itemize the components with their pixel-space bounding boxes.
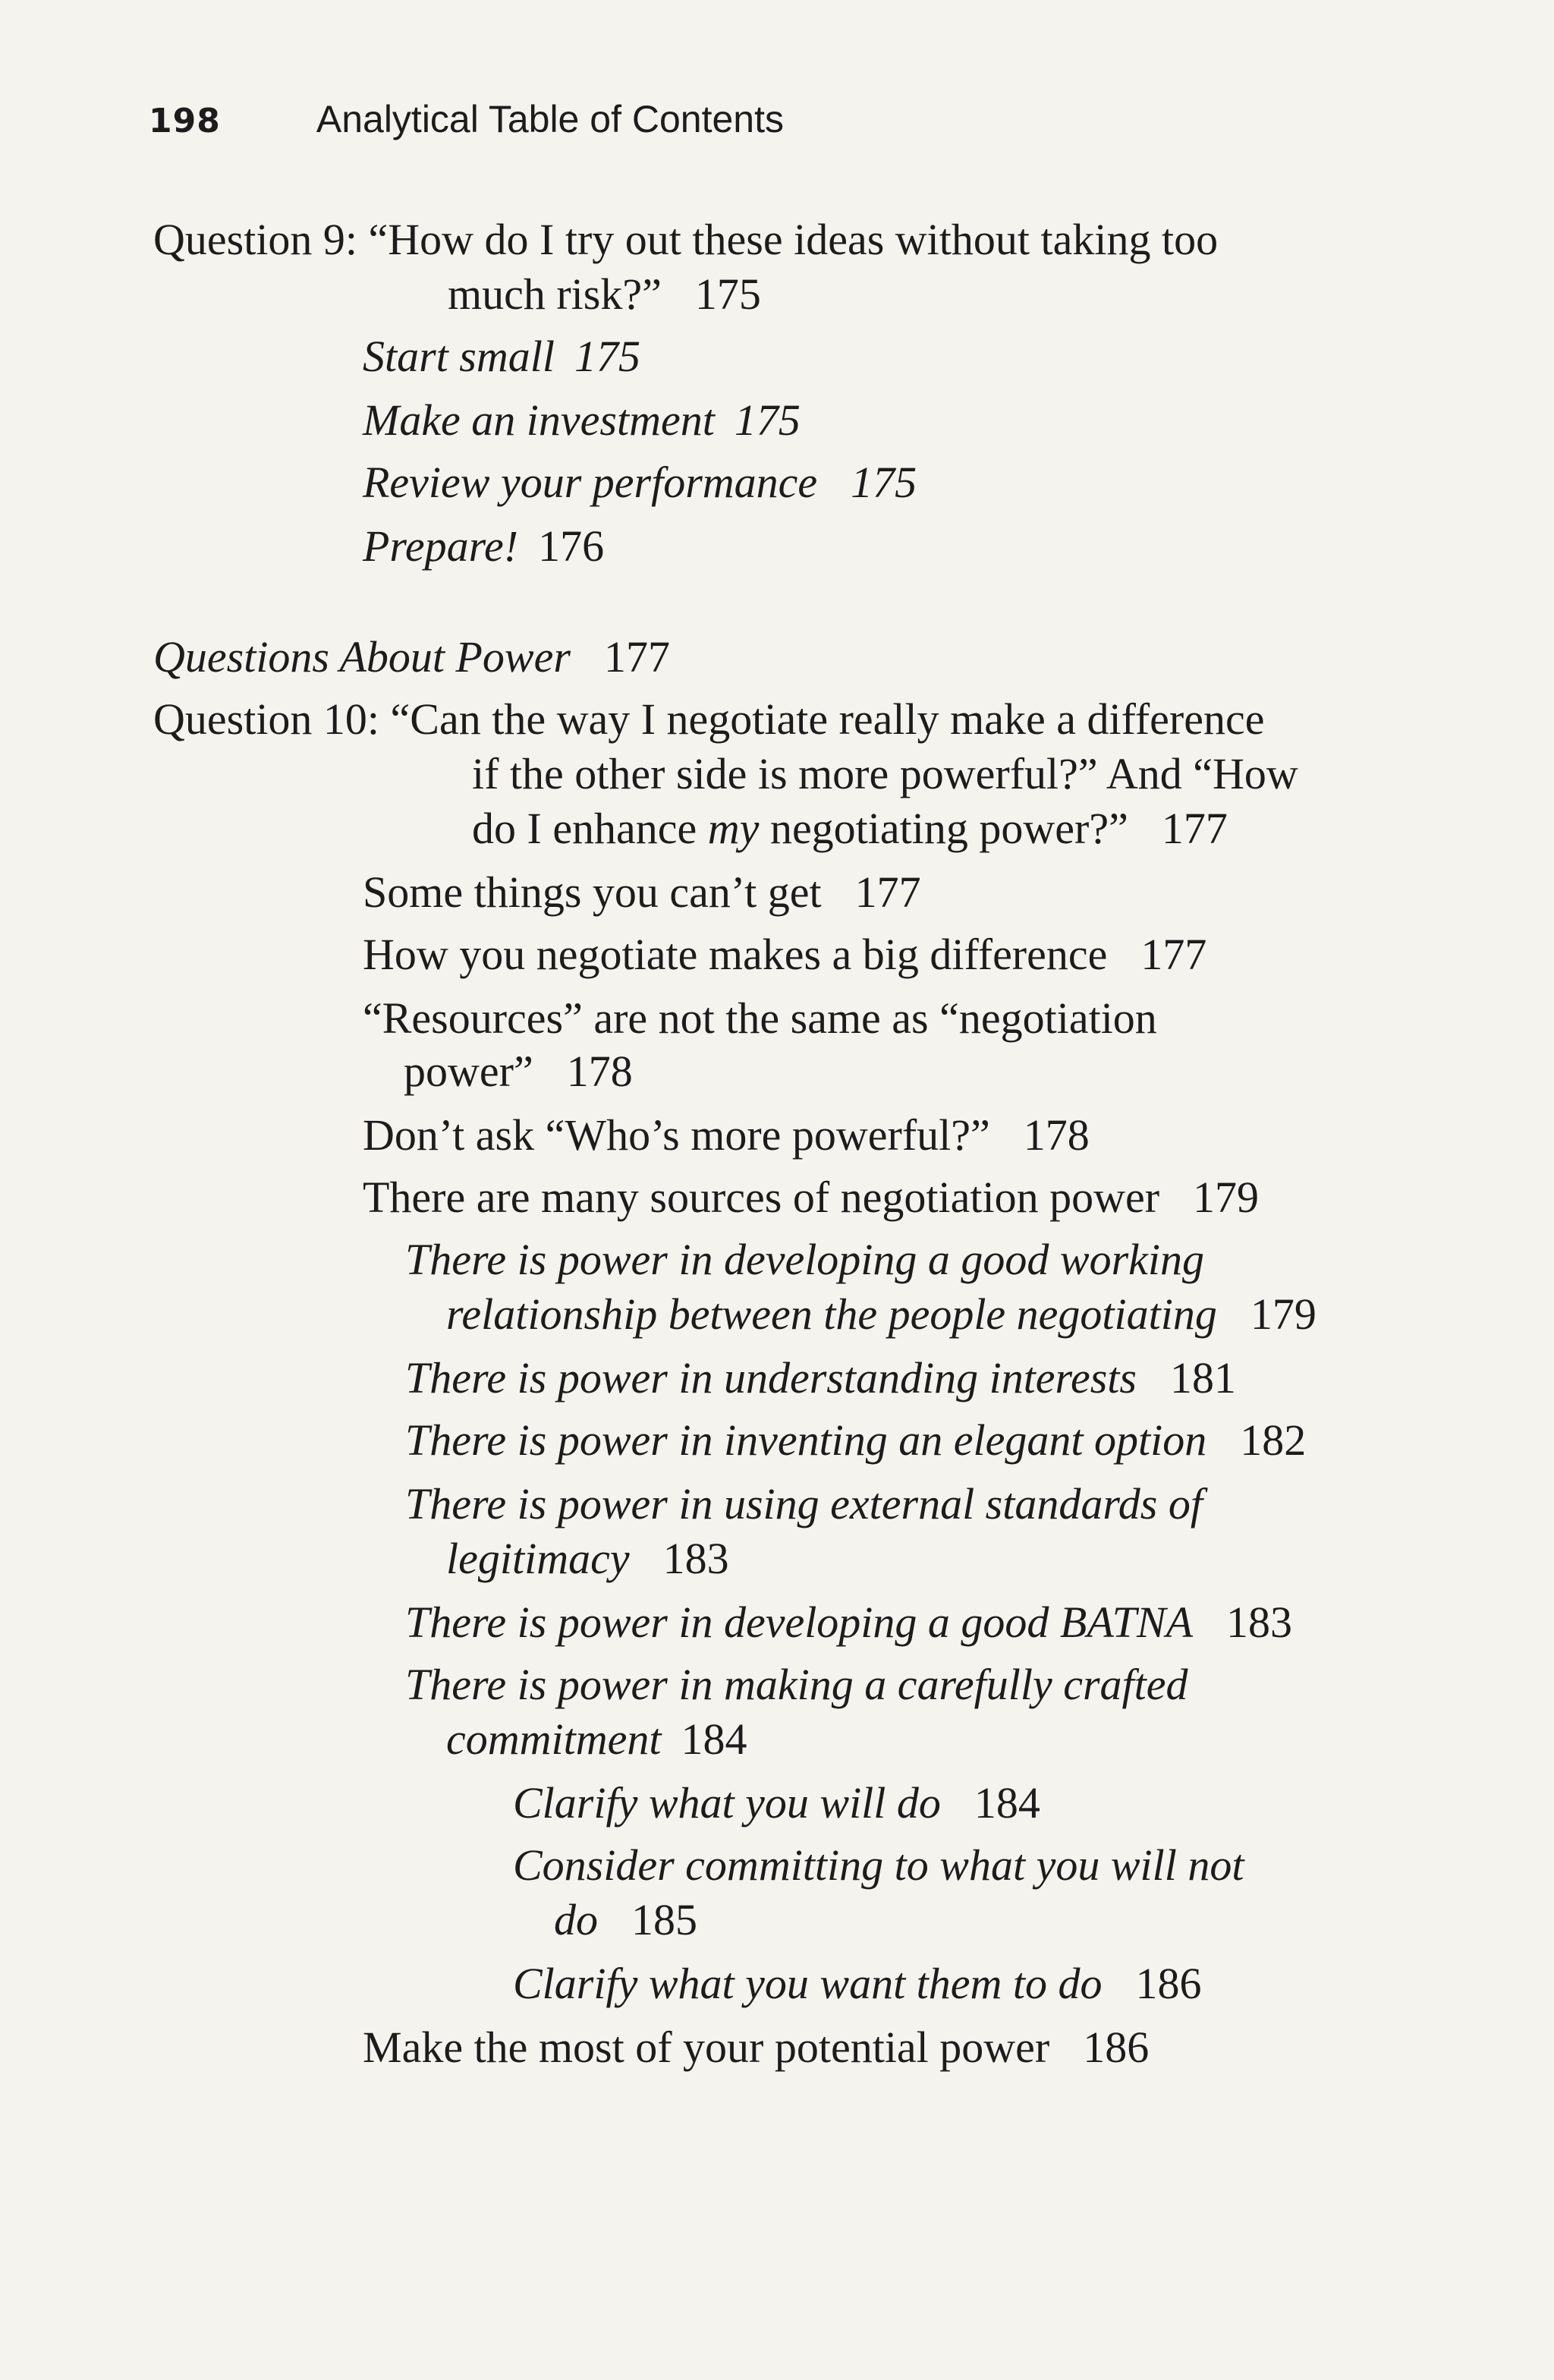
toc-entry-dont-ask	[363, 1108, 1090, 1163]
entry-text: power”	[404, 1047, 533, 1096]
page-ref: 177	[854, 867, 921, 917]
toc-entry-question-10-cont-1	[472, 747, 1298, 801]
toc-entry-many-sources	[363, 1170, 1259, 1225]
page-ref: 182	[1240, 1415, 1307, 1465]
toc-entry-resources	[363, 991, 1157, 1046]
toc-entry-external-standards	[405, 1477, 1203, 1532]
running-head-title: Analytical Table of Contents	[316, 98, 784, 140]
entry-text: Prepare!	[363, 521, 519, 571]
toc-entry-questions-about-power	[153, 630, 670, 685]
section-heading: Questions About Power	[153, 632, 571, 682]
toc-entry-question-10	[153, 692, 1264, 747]
toc-entry-resources-cont	[404, 1044, 633, 1099]
entry-text: Make an investment	[363, 395, 715, 445]
toc-entry-commitment	[405, 1658, 1188, 1712]
page-ref: 175	[851, 458, 917, 507]
entry-text: negotiating power?”	[759, 804, 1128, 853]
page-ref: 184	[681, 1714, 747, 1764]
entry-text: much risk?”	[448, 269, 662, 319]
entry-text: There are many sources of negotiation power	[363, 1173, 1160, 1222]
entry-text: There is power in developing a good BATNA	[405, 1598, 1193, 1647]
page-ref: 185	[631, 1895, 697, 1944]
page-ref: 181	[1169, 1353, 1236, 1402]
toc-entry-external-standards-cont	[446, 1532, 729, 1586]
entry-text: Question 10: “Can the way I negotiate really make a difference	[153, 694, 1265, 744]
entry-text: “Resources” are not the same as “negotiation	[363, 993, 1157, 1043]
toc-entry-review-performance	[363, 455, 917, 510]
page-ref: 178	[1023, 1110, 1090, 1160]
toc-entry-how-you-negotiate	[363, 927, 1206, 982]
page-ref: 177	[603, 632, 670, 682]
page-ref: 186	[1135, 1959, 1202, 2008]
entry-text: Some things you can’t get	[363, 867, 822, 917]
toc-entry-question-9	[153, 212, 1218, 267]
entry-text: Review your performance	[363, 458, 818, 507]
entry-text: Make the most of your potential power	[363, 2023, 1050, 2072]
toc-entry-make-investment	[363, 393, 801, 448]
entry-text: Question 9: “How do I try out these ideas without taking too	[153, 215, 1219, 264]
page-ref: 175	[734, 395, 801, 445]
page-ref: 178	[566, 1047, 633, 1096]
toc-entry-interests	[405, 1351, 1236, 1406]
entry-text: There is power in inventing an elegant option	[405, 1415, 1207, 1465]
entry-text: Clarify what you want them to do	[513, 1959, 1103, 2008]
page-ref: 184	[974, 1778, 1040, 1828]
entry-text: How you negotiate makes a big difference	[363, 930, 1108, 979]
toc-entry-elegant-option	[405, 1413, 1306, 1468]
entry-text: There is power in developing a good working	[405, 1235, 1205, 1284]
entry-text: if the other side is more powerful?” And “How	[472, 749, 1298, 798]
entry-text: Clarify what you will do	[513, 1778, 941, 1828]
toc-entry-start-small	[363, 329, 640, 384]
emphasis-text: my	[707, 804, 760, 853]
page-number: 198	[149, 102, 221, 140]
entry-text: There is power in making a carefully crafted	[405, 1660, 1188, 1709]
toc-entry-question-10-cont-2	[472, 801, 1228, 856]
entry-text: Don’t ask “Who’s more powerful?”	[363, 1110, 990, 1160]
toc-entry-question-9-cont	[448, 267, 761, 322]
page-ref: 176	[538, 521, 605, 571]
toc-entry-prepare	[363, 519, 604, 574]
toc-entry-some-things	[363, 865, 921, 920]
toc-entry-consider-committing-cont	[554, 1893, 697, 1947]
entry-text: Consider committing to what you will not	[513, 1840, 1244, 1890]
toc-entry-relationship	[405, 1232, 1204, 1287]
page-ref: 179	[1250, 1289, 1316, 1339]
page-ref: 175	[694, 269, 761, 319]
toc-entry-batna	[405, 1595, 1292, 1650]
toc-entry-clarify-want-them	[513, 1957, 1202, 2011]
entry-text: do	[554, 1895, 598, 1944]
entry-text: relationship between the people negotiating	[446, 1289, 1217, 1339]
toc-entry-make-the-most	[363, 2020, 1149, 2075]
entry-text: There is power in understanding interests	[405, 1353, 1137, 1402]
toc-entry-consider-committing	[513, 1838, 1244, 1893]
entry-text: do I enhance	[472, 804, 708, 853]
page-ref: 175	[574, 332, 640, 381]
toc-entry-commitment-cont	[446, 1712, 747, 1767]
page-ref: 177	[1161, 804, 1228, 853]
page-ref: 177	[1140, 930, 1207, 979]
page-ref: 179	[1193, 1173, 1260, 1222]
toc-entry-relationship-cont	[446, 1287, 1316, 1342]
page-ref: 183	[1226, 1598, 1292, 1647]
page-ref: 186	[1083, 2023, 1150, 2072]
toc-entry-clarify-will-do	[513, 1776, 1040, 1831]
entry-text: commitment	[446, 1714, 662, 1764]
page-ref: 183	[662, 1534, 729, 1583]
entry-text: legitimacy	[446, 1534, 630, 1583]
entry-text: Start small	[363, 332, 555, 381]
entry-text: There is power in using external standards of	[405, 1479, 1203, 1528]
